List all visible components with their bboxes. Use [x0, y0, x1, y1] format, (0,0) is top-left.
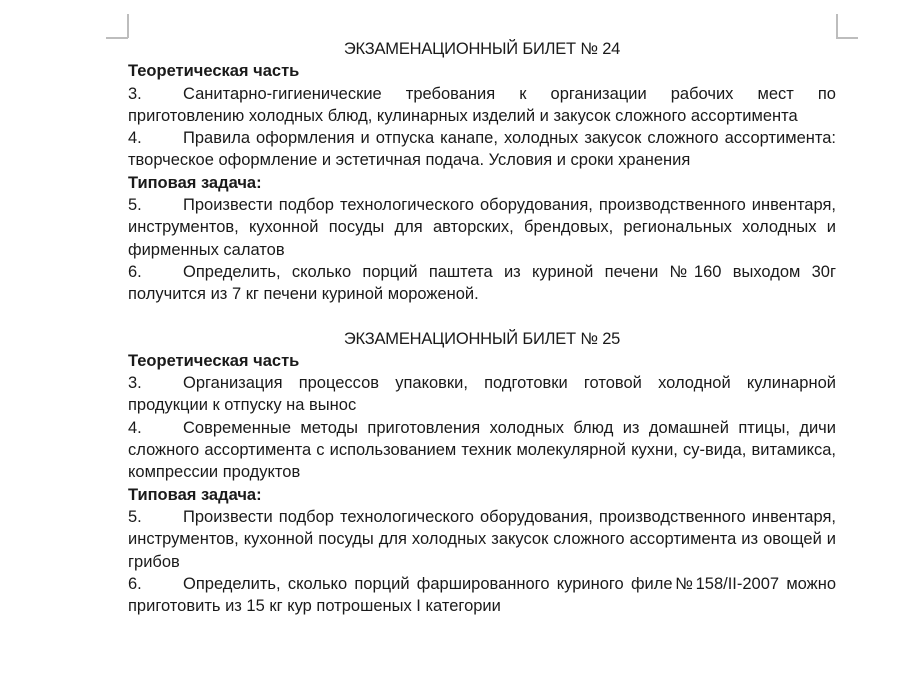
task-item: [128, 506, 836, 573]
item-number: 4.: [128, 418, 142, 437]
task-item: [128, 261, 836, 306]
theory-heading: Теоретическая часть: [128, 62, 300, 81]
spacer: [128, 306, 836, 328]
item-number: 6.: [128, 262, 142, 281]
item-text: Организация процессов упаковки, подготовки готовой холодной кулинарной продукции к отпуску на вынос: [128, 374, 836, 415]
item-text: Определить, сколько порций фаршированного куриного филе№158/II-2007 можно приготовить из 15 кг кур потрошеных I категории: [128, 574, 836, 616]
ticket-title: ЭКЗАМЕНАЦИОННЫЙ БИЛЕТ № 25: [343, 329, 621, 348]
item-number: 3.: [128, 84, 142, 103]
item-text: Правила оформления и отпуска канапе, холодных закусок сложного ассортимента: творческое оформление и эстетичная подача. Условия и сроки хранения: [128, 129, 836, 170]
task-heading: Типовая задача:: [128, 173, 262, 192]
theory-heading: Теоретическая часть: [128, 351, 300, 370]
item-number: 5.: [128, 507, 142, 526]
question-item: [128, 127, 836, 172]
ticket-24: [128, 38, 836, 306]
margin-mark-top-right-horizontal: [836, 37, 858, 39]
task-heading: Типовая задача:: [128, 485, 262, 504]
task-item: [128, 194, 836, 261]
item-text: Произвести подбор технологического оборудования, производственного инвентаря, инструментов, кухонной посуды для холодных закусок сложного ассортимента из овощей и грибов: [128, 507, 836, 571]
item-number: 5.: [128, 196, 142, 215]
document-page: [128, 38, 836, 617]
margin-mark-top-left-horizontal: [106, 37, 128, 39]
ticket-title: ЭКЗАМЕНАЦИОННЫЙ БИЛЕТ № 24: [343, 40, 621, 58]
item-number: 3.: [128, 374, 142, 393]
item-number: 4.: [128, 129, 142, 148]
task-item: [128, 573, 836, 618]
question-item: [128, 417, 836, 484]
question-item: [128, 83, 836, 128]
question-item: [128, 372, 836, 417]
ticket-25: [128, 328, 836, 618]
item-text: Современные методы приготовления холодных блюд из домашней птицы, дичи сложного ассортимента с использованием техник молекулярной кухни, су-вида, витамикса, компрессии продуктов: [128, 418, 836, 482]
margin-mark-top-right-vertical: [836, 14, 838, 38]
margin-mark-top-left-vertical: [127, 14, 129, 38]
item-number: 6.: [128, 574, 142, 593]
item-text: Произвести подбор технологического оборудования, производственного инвентаря, инструментов, кухонной посуды для авторских, брендовых, региональных холодных и фирменных салатов: [128, 196, 836, 259]
item-text: Санитарно-гигиенические требования к организации рабочих мест по приготовлению холодных блюд, кулинарных изделий и закусок сложного ассортимента: [128, 84, 836, 125]
item-text: Определить, сколько порций паштета из куриной печени №160 выходом 30г получится из 7 кг печени куриной мороженой.: [128, 262, 836, 304]
